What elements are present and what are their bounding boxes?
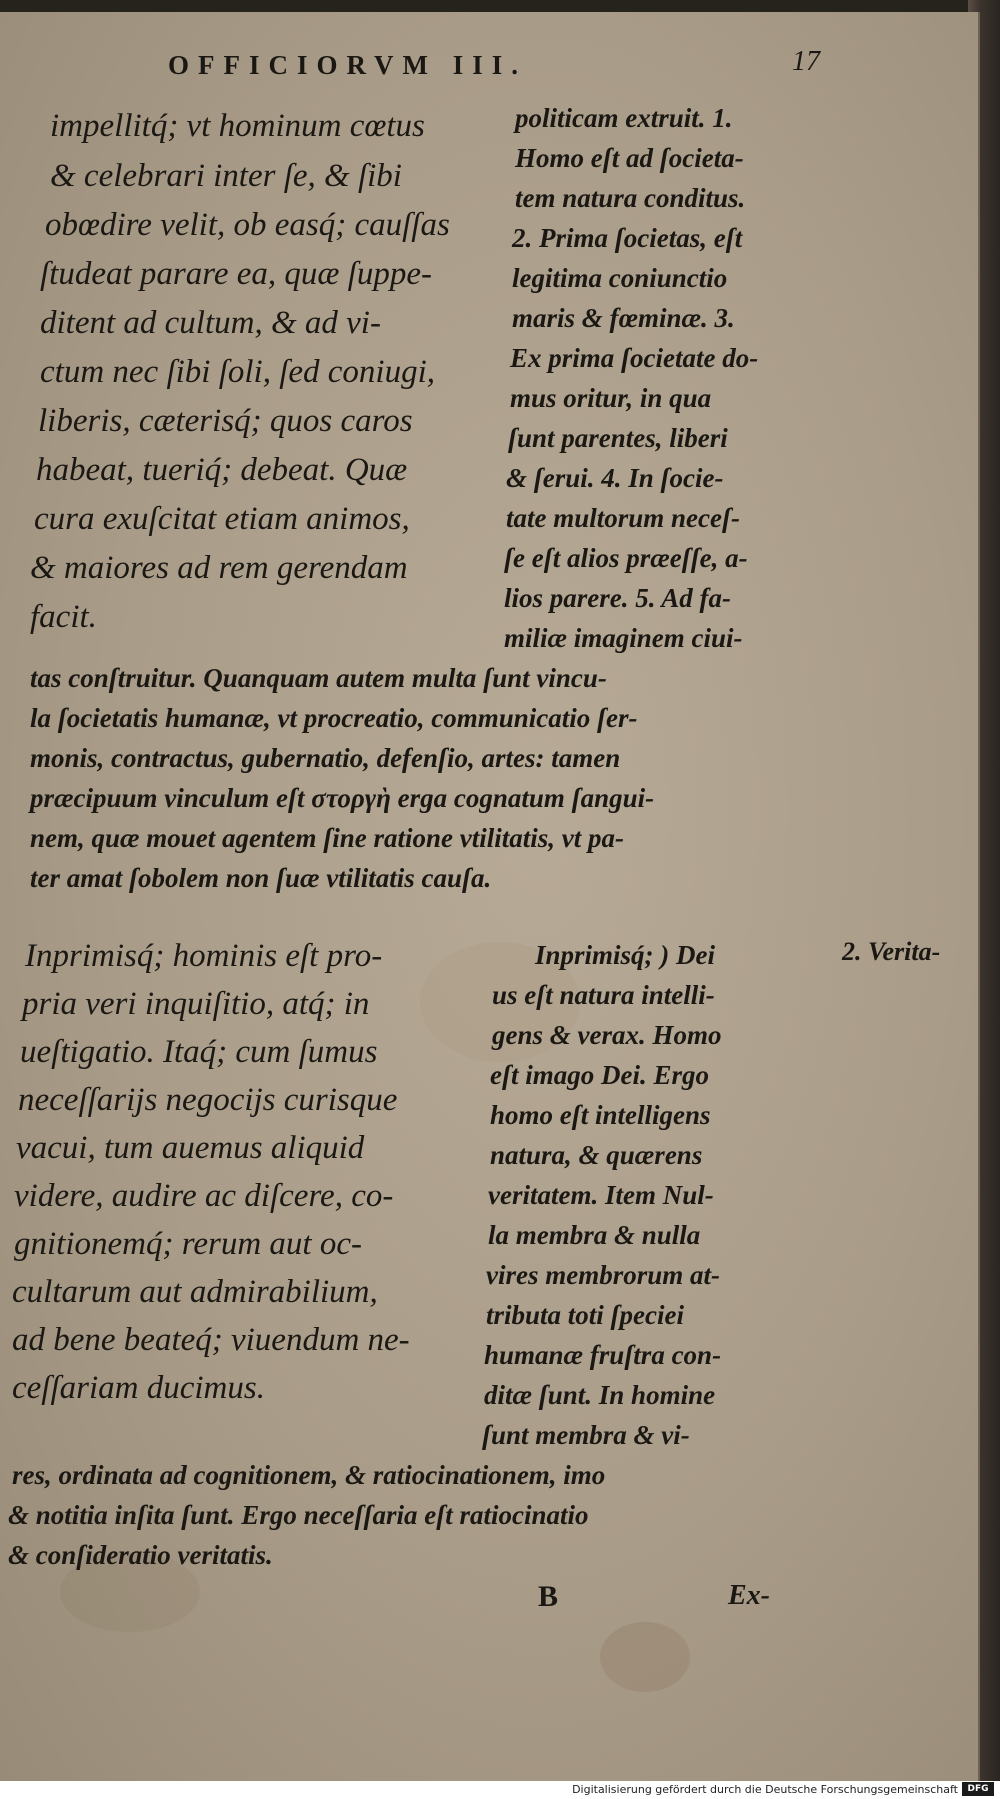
commentary-line: tate multorum neceſ-	[506, 503, 740, 533]
signature-mark: B	[538, 1580, 559, 1613]
commentary-line: vires membrorum at-	[486, 1260, 720, 1290]
text-line: pria veri inquiſitio, atq́; in	[22, 986, 370, 1022]
commentary-line: Inprimisq́; ) Dei	[535, 940, 716, 970]
commentary-line: politicam extruit. 1.	[515, 103, 733, 133]
page-number: 17	[792, 46, 820, 77]
commentary-line: mus oritur, in qua	[510, 383, 712, 413]
text-line: impellitq́; vt hominum cœtus	[50, 108, 425, 144]
commentary-line: la ſocietatis humanæ, vt procreatio, communicatio ſer-	[30, 703, 638, 733]
commentary-line: monis, contractus, gubernatio, defenſio, artes: tamen	[30, 743, 621, 773]
text-line: videre, audire ac diſcere, co-	[14, 1178, 394, 1214]
text-line: neceſſarijs negocijs curisque	[18, 1082, 398, 1118]
commentary-line: præcipuum vinculum eſt στοργὴ erga cognatum ſangui-	[30, 783, 655, 813]
commentary-line: tributa toti ſpeciei	[486, 1300, 684, 1330]
commentary-line: 2. Prima ſocietas, eſt	[512, 223, 743, 253]
text-line: & maiores ad rem gerendam	[30, 550, 408, 586]
funding-credit: Digitalisierung gefördert durch die Deutsche Forschungsgemeinschaft	[572, 1783, 958, 1796]
commentary-line: us eſt natura intelli-	[492, 980, 715, 1010]
running-title: OFFICIORVM III.	[168, 50, 528, 80]
commentary-line: ſe eſt alios præeſſe, a-	[504, 543, 748, 573]
text-line: ditent ad cultum, & ad vi-	[40, 305, 381, 341]
text-line: facit.	[30, 599, 97, 635]
text-line: obœdire velit, ob easq́; cauſſas	[45, 207, 450, 243]
commentary-line: veritatem. Item Nul-	[488, 1180, 714, 1210]
text-line: Inprimisq́; hominis eſt pro-	[25, 938, 383, 974]
paper-stain	[600, 1622, 690, 1692]
text-line: & celebrari inter ſe, & ſibi	[50, 158, 402, 194]
commentary-line: maris & fœminæ. 3.	[512, 303, 735, 333]
text-line: ſtudeat parare ea, quæ ſuppe-	[40, 256, 432, 292]
commentary-line: lios parere. 5. Ad fa-	[504, 583, 731, 613]
commentary-line: ter amat ſobolem non ſuæ vtilitatis cauſa.	[30, 863, 492, 893]
commentary-line: legitima coniunctio	[512, 263, 728, 293]
commentary-line: ſunt parentes, liberi	[508, 423, 728, 453]
commentary-line: Homo eſt ad ſocieta-	[515, 143, 744, 173]
text-line: vacui, tum auemus aliquid	[16, 1130, 365, 1166]
commentary-line: eſt imago Dei. Ergo	[490, 1060, 709, 1090]
text-line: gnitionemq́; rerum aut oc-	[14, 1226, 362, 1262]
text-line: ueſtigatio. Itaq́; cum ſumus	[20, 1034, 378, 1070]
commentary-line: humanæ fruſtra con-	[484, 1340, 722, 1370]
commentary-line: la membra & nulla	[488, 1220, 701, 1250]
commentary-line: Ex prima ſocietate do-	[510, 343, 759, 373]
commentary-line: & notitia inſita ſunt. Ergo neceſſaria eſt ratiocinatio	[8, 1500, 589, 1530]
commentary-line: ditæ ſunt. In homine	[484, 1380, 716, 1410]
text-line: liberis, cæterisq́; quos caros	[38, 403, 413, 439]
commentary-line: homo eſt intelligens	[490, 1100, 711, 1130]
commentary-line: tas conſtruitur. Quanquam autem multa ſunt vincu-	[30, 663, 607, 693]
text-line: ad bene beateq́; viuendum ne-	[12, 1322, 410, 1358]
text-line: habeat, tueriq́; debeat. Quæ	[36, 452, 408, 488]
catchword: Ex-	[728, 1580, 770, 1611]
commentary-line: ſunt membra & vi-	[482, 1420, 690, 1450]
commentary-line: tem natura conditus.	[515, 183, 746, 213]
text-line: ctum nec ſibi ſoli, ſed coniugi,	[40, 354, 436, 390]
commentary-line: res, ordinata ad cognitionem, & ratiocinationem, imo	[12, 1460, 606, 1490]
commentary-line: & ſerui. 4. In ſocie-	[506, 463, 724, 493]
text-line: cultarum aut admirabilium,	[12, 1274, 378, 1310]
text-line: cura exuſcitat etiam animos,	[34, 501, 410, 537]
commentary-line: nem, quæ mouet agentem ſine ratione vtilitatis, vt pa-	[30, 823, 624, 853]
margin-note: 2. Verita-	[842, 937, 941, 966]
commentary-line: gens & verax. Homo	[492, 1020, 722, 1050]
commentary-line: & conſideratio veritatis.	[8, 1540, 273, 1570]
dfg-logo: DFG	[962, 1782, 994, 1796]
commentary-line: natura, & quærens	[490, 1140, 703, 1170]
text-line: ceſſariam ducimus.	[12, 1370, 265, 1406]
commentary-line: miliæ imaginem ciui-	[504, 623, 743, 653]
